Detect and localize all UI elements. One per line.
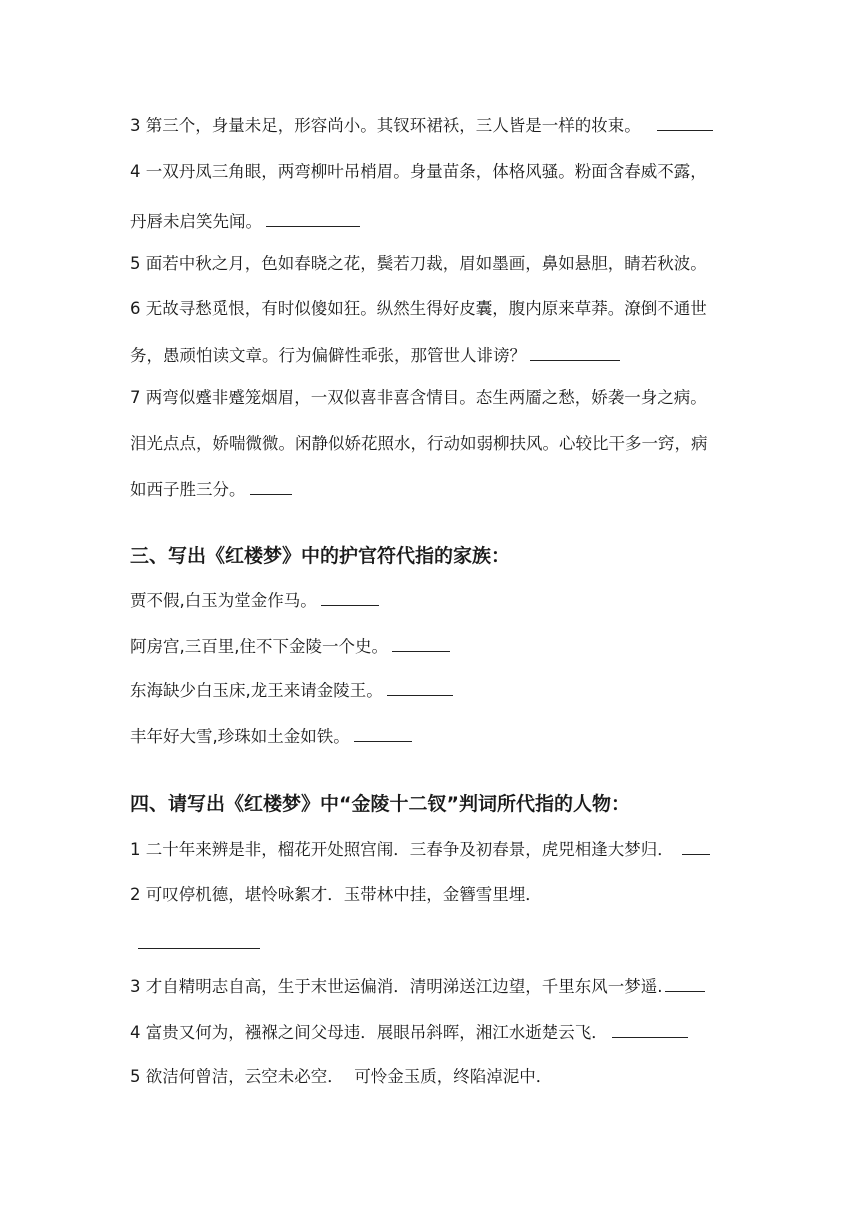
list-item: 3 才自精明志自高，生于末世运偏消．清明涕送江边望，千里东风一梦遥. bbox=[130, 977, 705, 997]
list-item: 务，愚顽怕读文章。行为偏僻性乖张，那管世人诽谤？ bbox=[130, 346, 620, 366]
answer-blank[interactable] bbox=[665, 977, 705, 992]
list-item: 5 欲洁何曾洁，云空未必空． 可怜金玉质，终陷淖泥中． bbox=[130, 1067, 553, 1086]
list-item: 东海缺少白玉床,龙王来请金陵王。 bbox=[130, 681, 453, 701]
answer-blank[interactable] bbox=[657, 116, 713, 131]
answer-blank[interactable] bbox=[682, 840, 710, 855]
answer-blank[interactable] bbox=[530, 346, 620, 361]
answer-blank[interactable] bbox=[354, 727, 412, 742]
list-item: 3 第三个，身量未足，形容尚小。其钗环裙袄，三人皆是一样的妆束。 bbox=[130, 116, 713, 136]
list-item: 泪光点点，娇喘微微。闲静似娇花照水，行动如弱柳扶风。心较比干多一窍，病 bbox=[130, 434, 708, 453]
answer-blank[interactable] bbox=[321, 591, 379, 606]
section-heading: 三、写出《红楼梦》中的护官符代指的家族： bbox=[130, 545, 511, 567]
answer-blank[interactable] bbox=[612, 1023, 688, 1038]
list-item: 4 富贵又何为，襁褓之间父母违．展眼吊斜晖，湘江水逝楚云飞． bbox=[130, 1023, 688, 1043]
answer-blank[interactable] bbox=[266, 212, 360, 227]
list-item: 1 二十年来辨是非，榴花开处照宫闱．三春争及初春景，虎兕相逢大梦归． bbox=[130, 840, 710, 860]
list-item: 5 面若中秋之月，色如春晓之花，鬓若刀裁，眉如墨画，鼻如悬胆，睛若秋波。 bbox=[130, 254, 707, 273]
list-item: 4 一双丹凤三角眼，两弯柳叶吊梢眉。身量苗条，体格风骚。粉面含春威不露， bbox=[130, 162, 707, 181]
answer-blank[interactable] bbox=[138, 934, 260, 949]
section-heading: 四、请写出《红楼梦》中“金陵十二钗”判词所代指的人物： bbox=[130, 793, 630, 815]
list-item: 2 可叹停机德，堪怜咏絮才．玉带林中挂，金簪雪里埋． bbox=[130, 885, 542, 904]
list-item: 阿房宫,三百里,住不下金陵一个史。 bbox=[130, 637, 450, 657]
list-item: 丰年好大雪,珍珠如土金如铁。 bbox=[130, 727, 412, 747]
list-item: 6 无故寻愁觅恨，有时似傻如狂。纵然生得好皮囊，腹内原来草莽。潦倒不通世 bbox=[130, 299, 707, 318]
answer-blank[interactable] bbox=[392, 637, 450, 652]
list-item: 7 两弯似蹙非蹙笼烟眉，一双似喜非喜含情目。态生两靥之愁，娇袭一身之病。 bbox=[130, 388, 707, 407]
list-item: 贾不假,白玉为堂金作马。 bbox=[130, 591, 379, 611]
answer-blank[interactable] bbox=[250, 480, 292, 495]
list-item bbox=[130, 934, 260, 954]
list-item: 如西子胜三分。 bbox=[130, 480, 292, 500]
answer-blank[interactable] bbox=[387, 681, 453, 696]
list-item: 丹唇未启笑先闻。 bbox=[130, 212, 360, 232]
